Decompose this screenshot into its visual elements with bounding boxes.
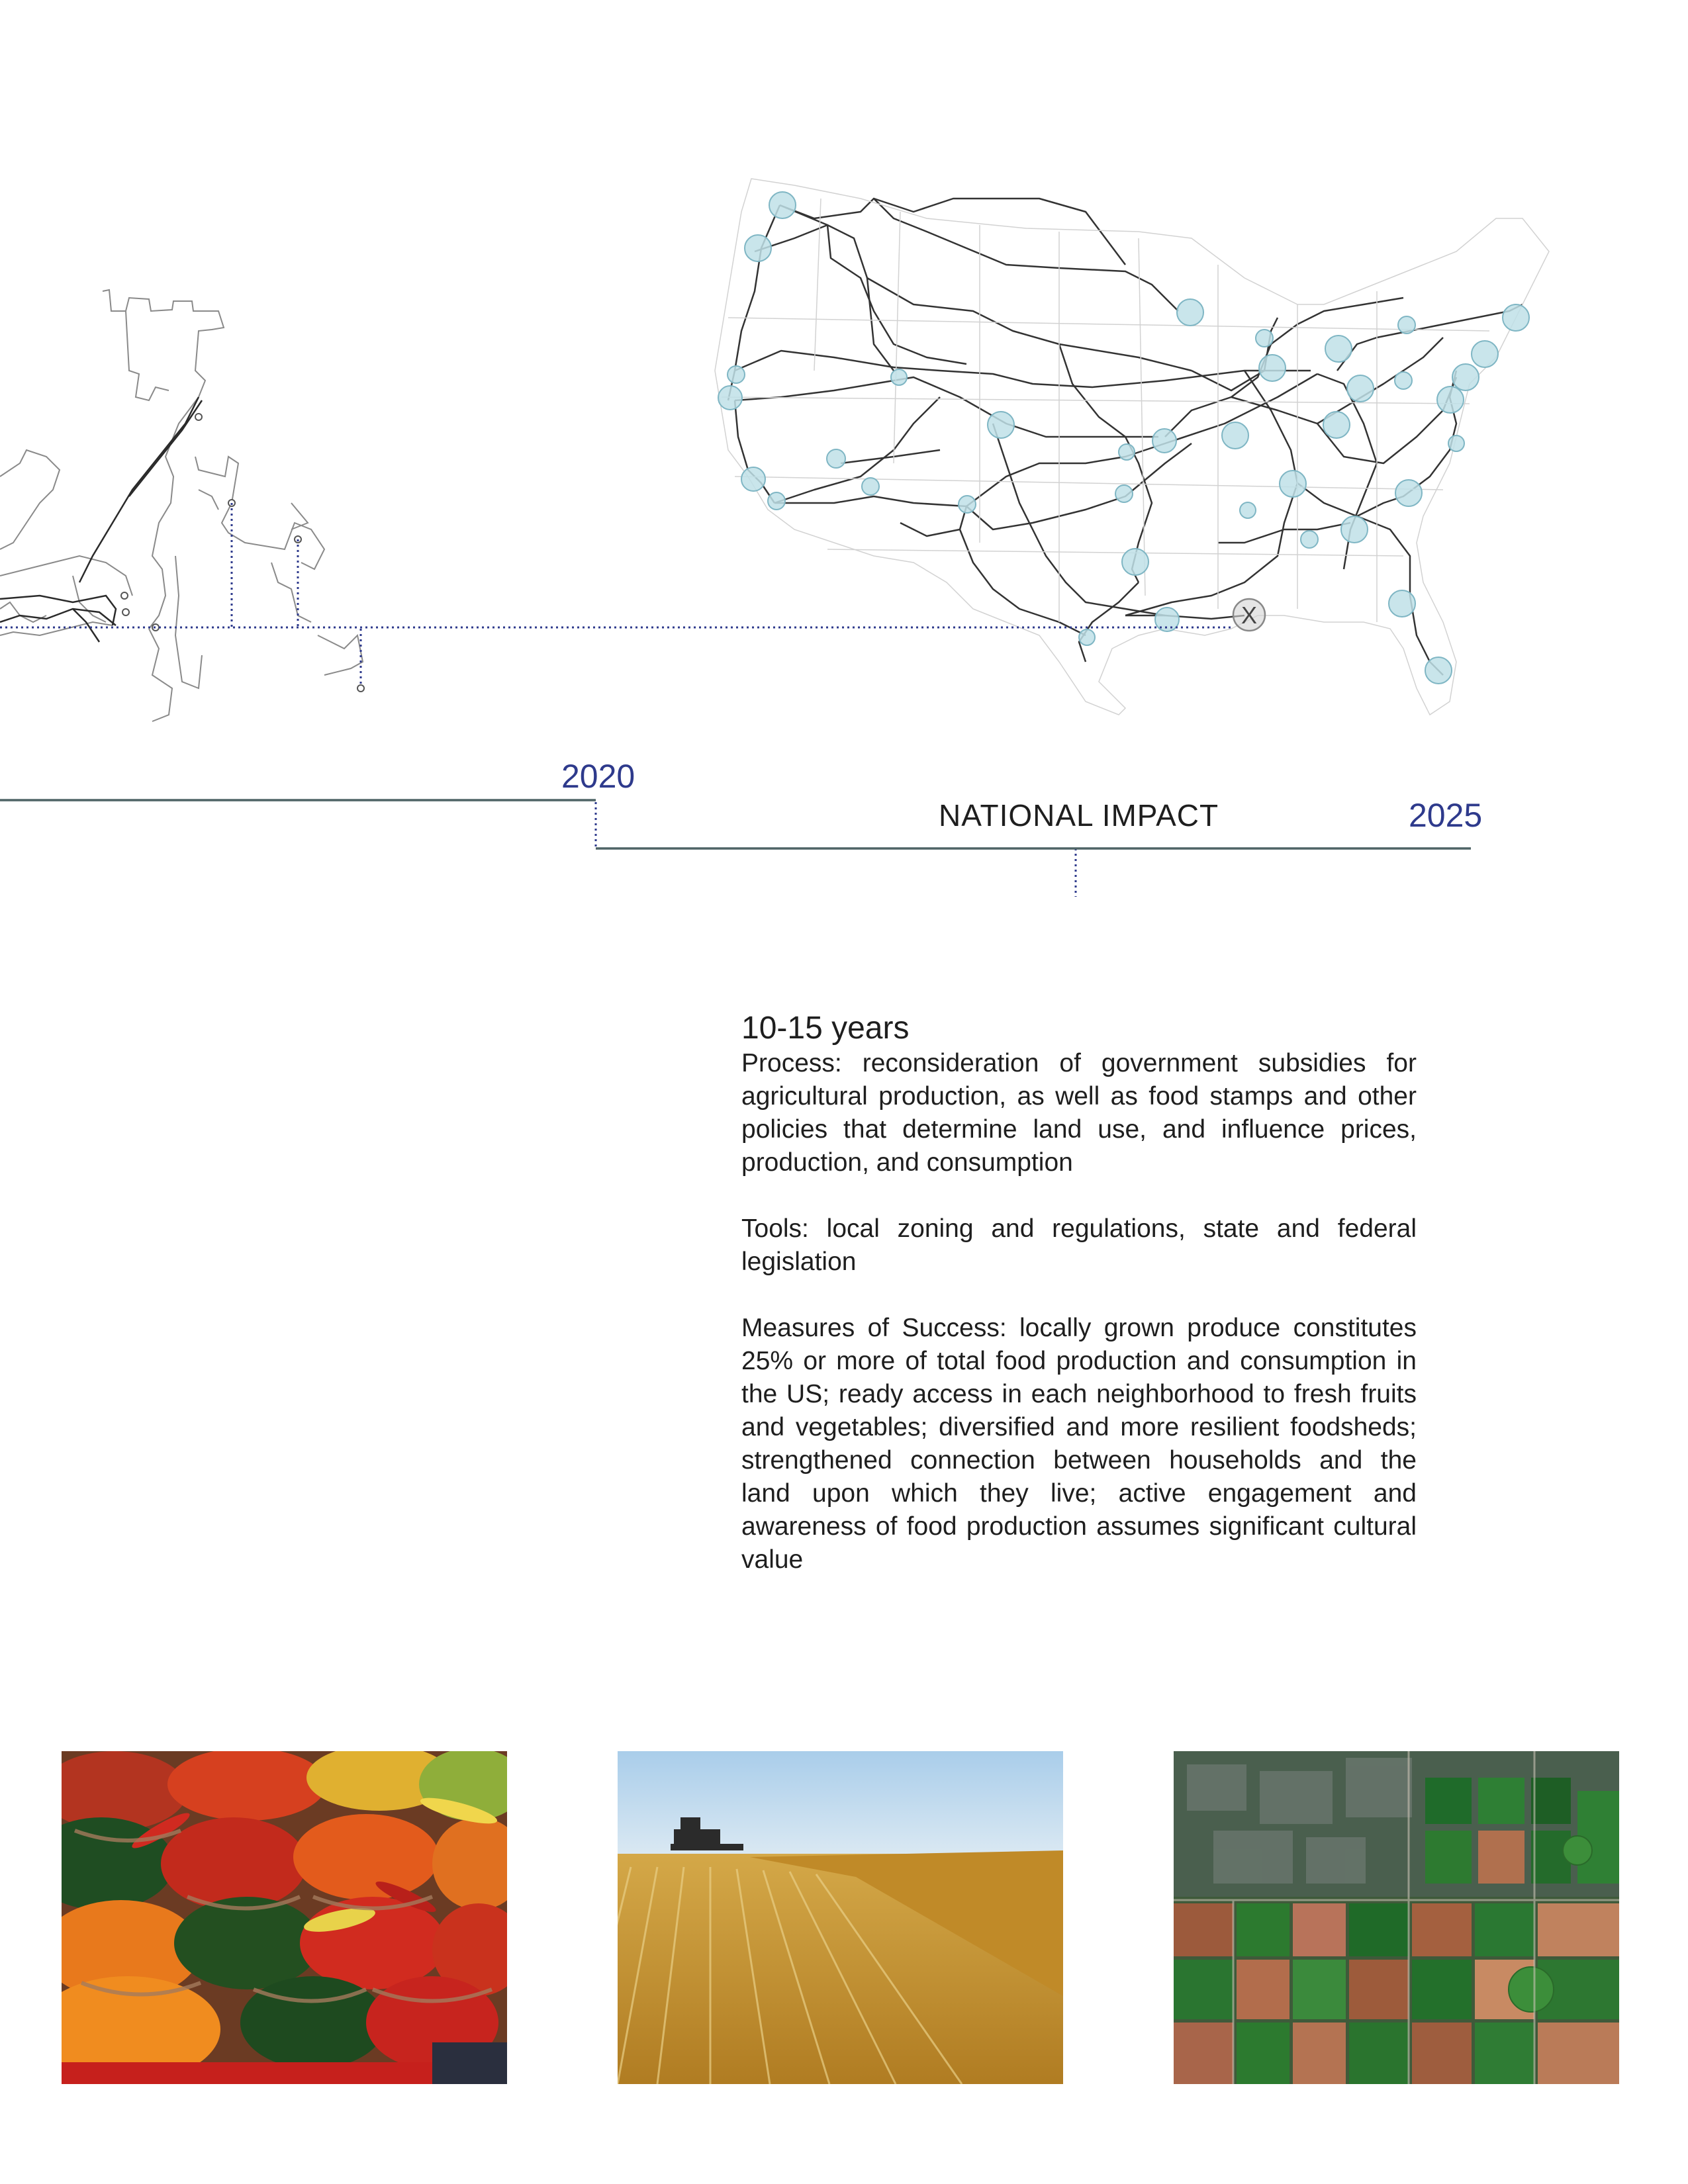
phase-description: [741, 1010, 1417, 1576]
timeline-year-2020: 2020: [561, 758, 635, 795]
site-marker-label: X: [1241, 602, 1258, 629]
site-marker: [1233, 599, 1265, 631]
timeline: [0, 800, 1471, 848]
phase-title: NATIONAL IMPACT: [939, 798, 1219, 833]
local-district-outline: [0, 290, 363, 721]
duration-heading: 10-15 years: [741, 1011, 910, 1046]
aerial-farmland-photo: [1174, 1751, 1619, 2084]
tools-paragraph: Tools: local zoning and regulations, state and federal legislation: [741, 1214, 1417, 1276]
peppers-market-photo: [62, 1751, 507, 2084]
local-road-network: [0, 397, 202, 642]
wheat-harvest-photo: [618, 1751, 1063, 2084]
national-hub-nodes: [718, 192, 1529, 684]
measures-paragraph: Measures of Success: locally grown produce constitutes 25% or more of total food production and consumption in the US; ready access in each neighborhood to fresh fruits and vegetables; diversified and more resilient foodsheds; strengthened connection between households and the land upon which they live; active engagement and awareness of food production assumes significant cultural value: [741, 1314, 1417, 1574]
local-site-markers: [121, 414, 364, 692]
timeline-year-2025: 2025: [1409, 797, 1483, 834]
map-illustration: [0, 0, 1688, 927]
dotted-connectors: [0, 503, 1233, 897]
process-paragraph: Process: reconsideration of government subsidies for agricultural production, as well as food stamps and other policies that determine land use, and influence prices, production, and consumption: [741, 1049, 1417, 1177]
